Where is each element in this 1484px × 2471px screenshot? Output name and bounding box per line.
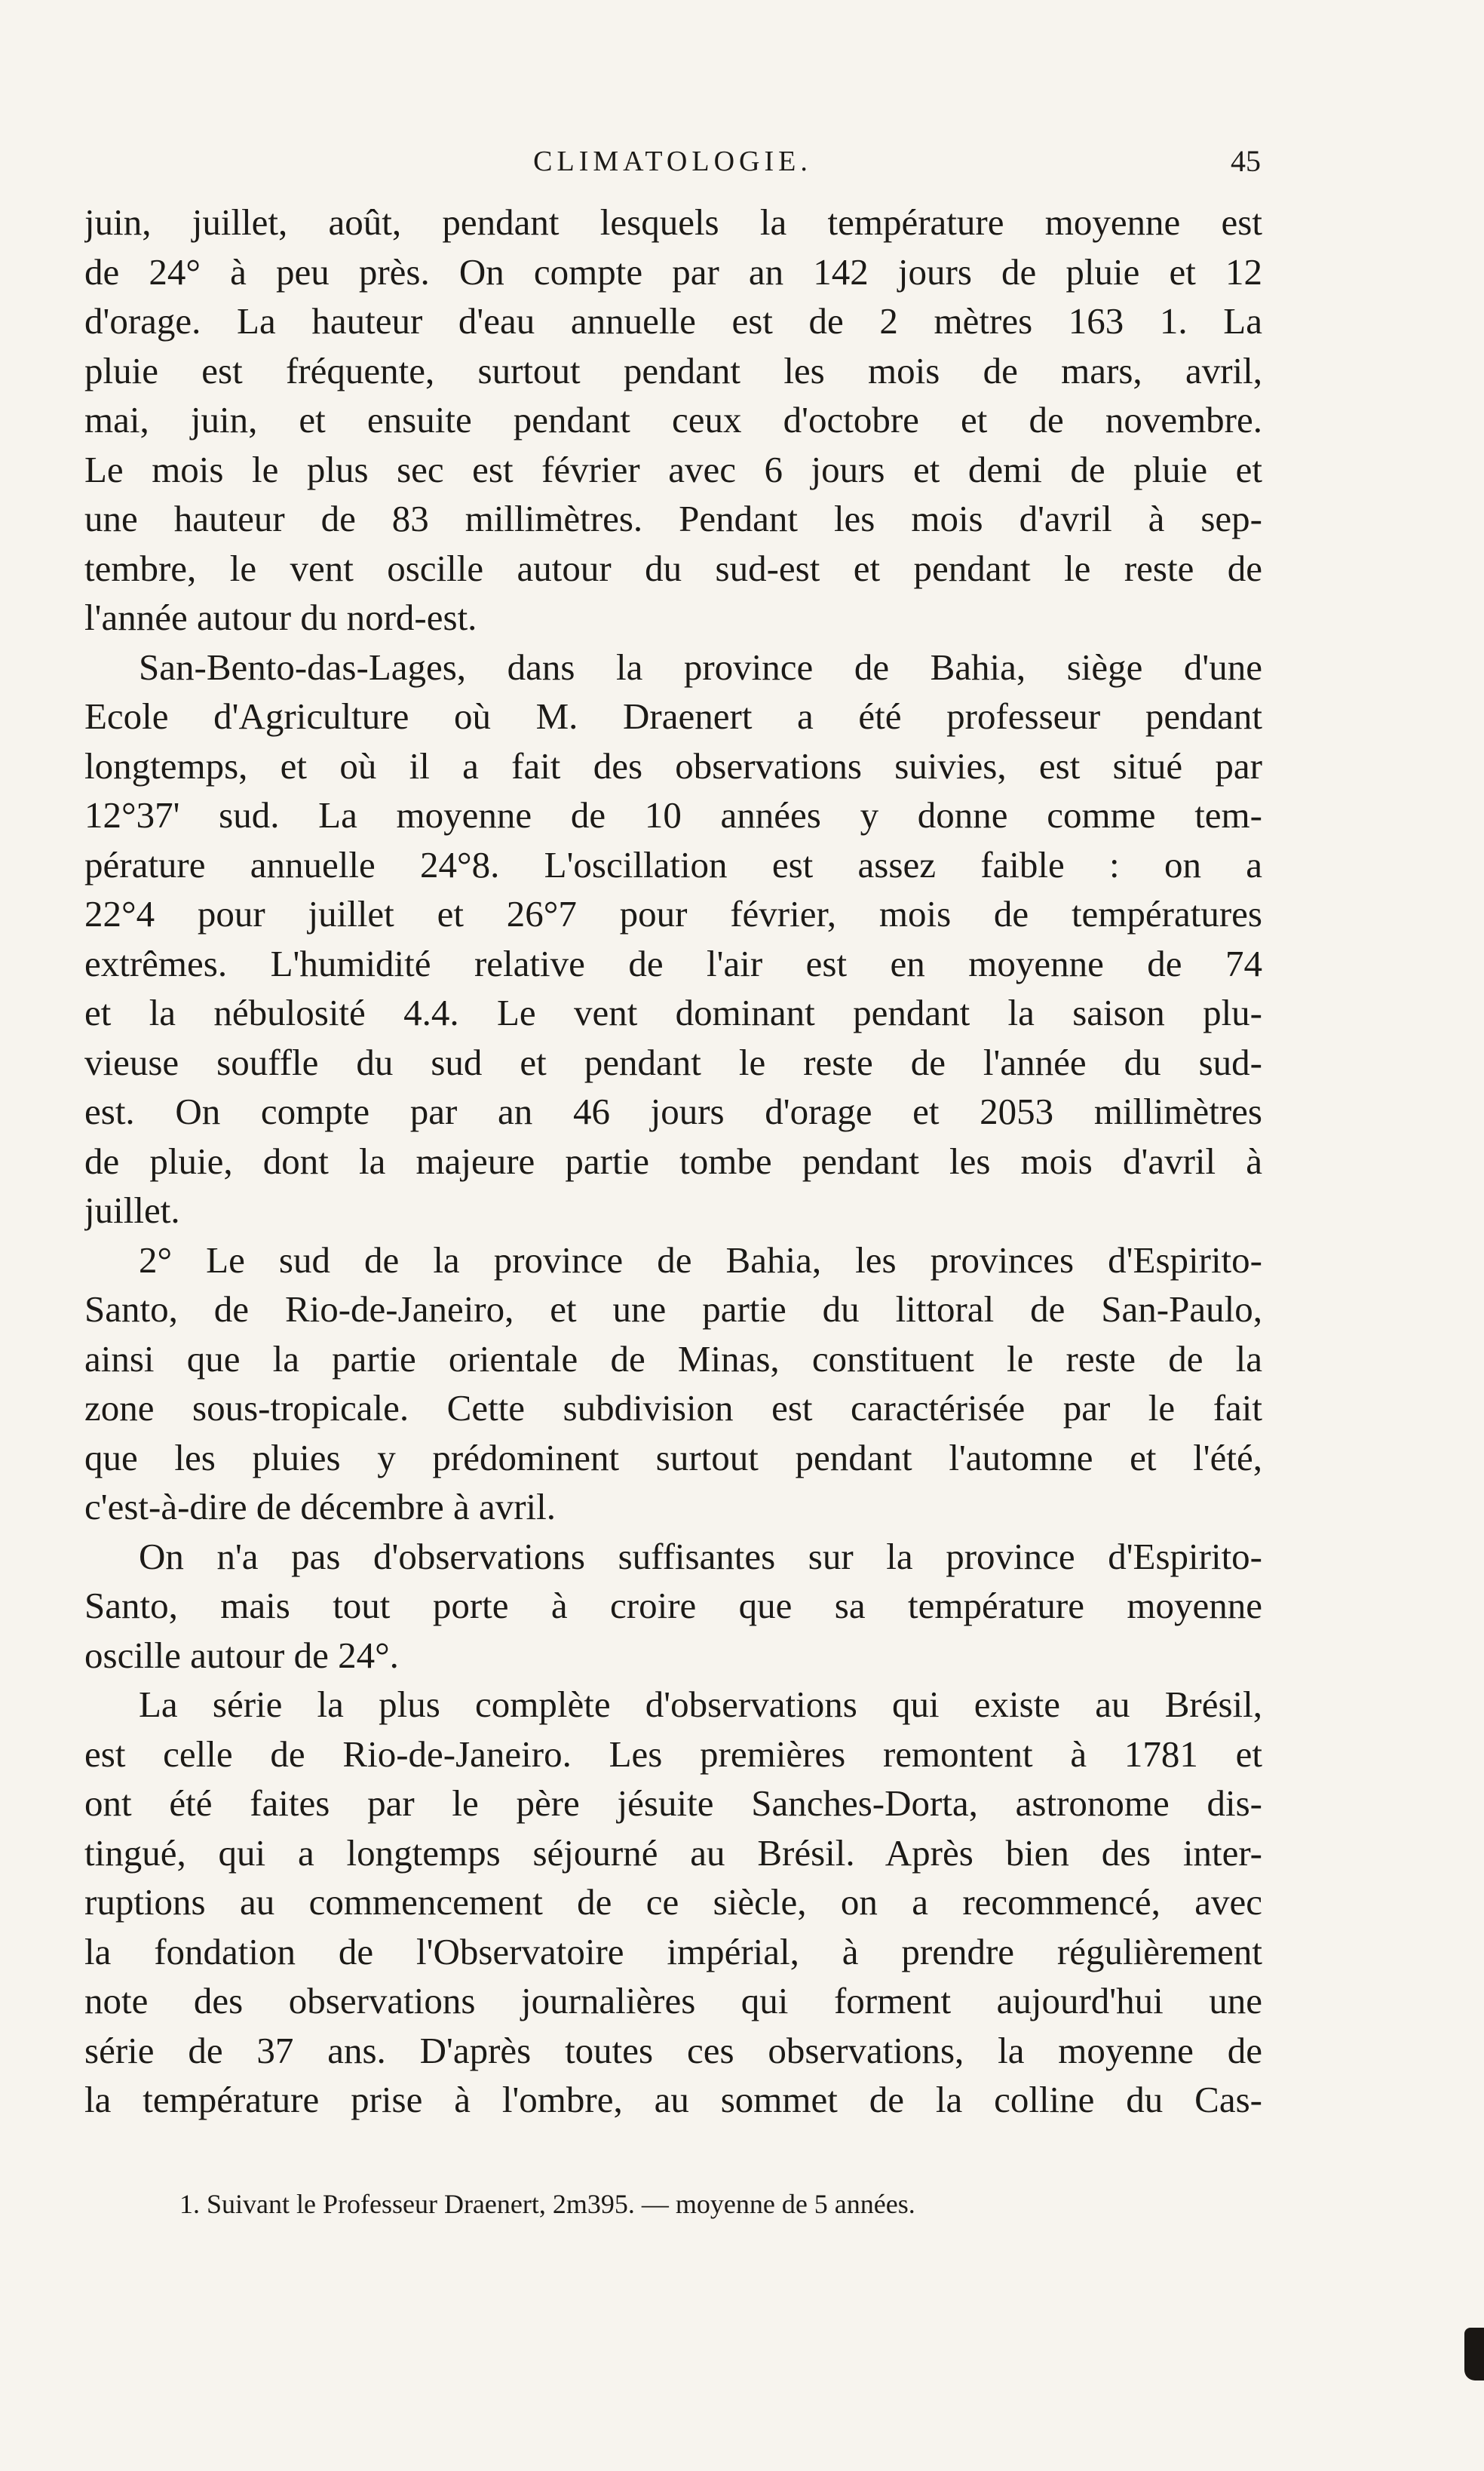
text-line: longtemps, et où il a fait des observations suivies, est situé par — [84, 744, 1262, 787]
text-line: série de 37 ans. D'après toutes ces observations, la moyenne de — [84, 2029, 1262, 2071]
body-text — [84, 198, 1262, 2125]
text-line: ruptions au commencement de ce siècle, on a recommencé, avec — [84, 1881, 1262, 1923]
text-line: 12°37' sud. La moyenne de 10 années y donne comme tem- — [84, 794, 1262, 836]
text-line: extrêmes. L'humidité relative de l'air est en moyenne de 74 — [84, 942, 1262, 984]
text-line: juin, juillet, août, pendant lesquels la température moyenne est — [84, 201, 1262, 243]
text-line: que les pluies y prédominent surtout pendant l'automne et l'été, — [84, 1436, 1262, 1478]
text-line: Santo, de Rio-de-Janeiro, et une partie du littoral de San-Paulo, — [84, 1288, 1262, 1330]
text-line: 2° Le sud de la province de Bahia, les provinces d'Espirito- — [139, 1239, 1262, 1281]
text-line: est celle de Rio-de-Janeiro. Les premières remontent à 1781 et — [84, 1733, 1262, 1775]
text-line: San-Bento-das-Lages, dans la province de Bahia, siège d'une — [139, 646, 1262, 688]
text-line: de 24° à peu près. On compte par an 142 jours de pluie et 12 — [84, 250, 1262, 293]
text-line: de pluie, dont la majeure partie tombe pendant les mois d'avril à — [84, 1140, 1262, 1182]
text-line: d'orage. La hauteur d'eau annuelle est de 2 mètres 163 1. La — [84, 300, 1262, 342]
page-edge-mark — [1464, 2328, 1484, 2380]
text-line: est. On compte par an 46 jours d'orage et 2053 millimètres — [84, 1091, 1262, 1132]
text-line: juillet. — [84, 1189, 180, 1231]
text-line: pérature annuelle 24°8. L'oscillation est assez faible : on a — [84, 843, 1262, 886]
text-line: pluie est fréquente, surtout pendant les mois de mars, avril, — [84, 349, 1262, 391]
text-line: La série la plus complète d'observations qui existe au Brésil, — [139, 1684, 1262, 1725]
text-line: mai, juin, et ensuite pendant ceux d'octobre et de novembre. — [84, 399, 1262, 440]
text-line: ont été faites par le père jésuite Sanches-Dorta, astronome dis- — [84, 1782, 1262, 1824]
text-line: tembre, le vent oscille autour du sud-est et pendant le reste de — [84, 547, 1262, 589]
text-line: et la nébulosité 4.4. Le vent dominant pendant la saison plu- — [84, 992, 1262, 1033]
text-line: Santo, mais tout porte à croire que sa température moyenne — [84, 1585, 1262, 1626]
text-line: vieuse souffle du sud et pendant le reste de l'année du sud- — [84, 1041, 1262, 1083]
text-line: l'année autour du nord-est. — [84, 597, 477, 638]
text-line: c'est-à-dire de décembre à avril. — [84, 1486, 556, 1527]
text-line: note des observations journalières qui forment aujourd'hui une — [84, 1980, 1262, 2021]
text-line: 22°4 pour juillet et 26°7 pour février, mois de températures — [84, 893, 1262, 935]
text-line: tingué, qui a longtemps séjourné au Brésil. Après bien des inter- — [84, 1831, 1262, 1874]
text-line: ainsi que la partie orientale de Minas, constituent le reste de la — [84, 1337, 1262, 1380]
running-title: CLIMATOLOGIE. — [533, 146, 812, 177]
text-line: On n'a pas d'observations suffisantes sur la province d'Espirito- — [139, 1535, 1262, 1577]
text-line: la température prise à l'ombre, au sommet de la colline du Cas- — [84, 2079, 1262, 2120]
text-line: une hauteur de 83 millimètres. Pendant les mois d'avril à sep- — [84, 498, 1262, 539]
text-line: Ecole d'Agriculture où M. Draenert a été professeur pendant — [84, 695, 1262, 737]
footnote: 1. Suivant le Professeur Draenert, 2m395. — moyenne de 5 années. — [179, 2189, 915, 2219]
text-line: zone sous-tropicale. Cette subdivision est caractérisée par le fait — [84, 1387, 1262, 1429]
page-number: 45 — [1231, 144, 1261, 178]
running-head — [84, 140, 1261, 183]
text-line: Le mois le plus sec est février avec 6 jours et demi de pluie et — [84, 448, 1262, 490]
text-line: oscille autour de 24°. — [84, 1634, 399, 1676]
text-line: la fondation de l'Observatoire impérial, à prendre régulièrement — [84, 1930, 1262, 1972]
